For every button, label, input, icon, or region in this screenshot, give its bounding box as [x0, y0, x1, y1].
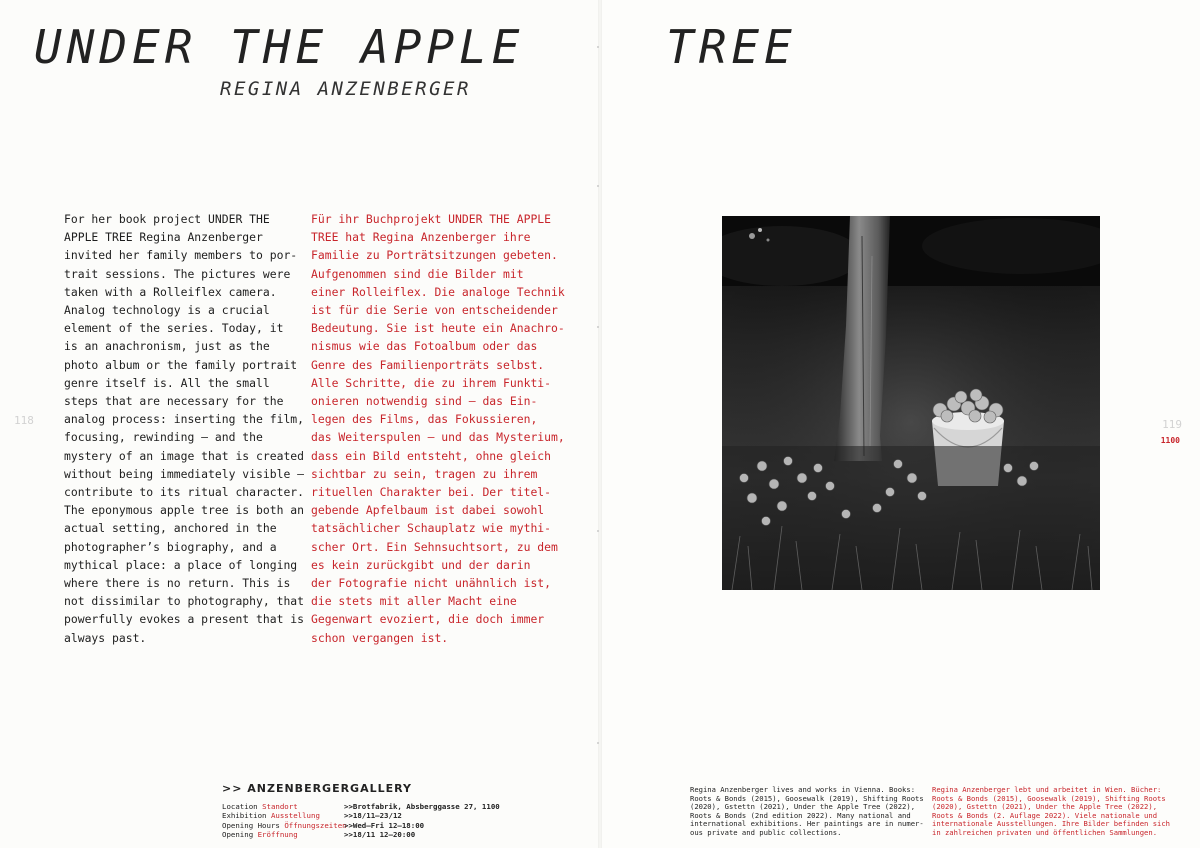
- info-label-de: Eröffnung: [257, 830, 298, 840]
- english-text-column: For her book project UNDER THE APPLE TREE Regina Anzenberger invited her family members to por- trait sessions. The pictures were taken with a Rolleiflex camera. Analog technology is a crucial element of the series. Today, it is an anachronism, just as the photo album or the family portrait genre itself is. All the small steps that are necessary for the analog process: inserting the film, focusing, rewinding – and the mystery of an image that is created without being immediately visible – contribute to its ritual character. The eponymous apple tree is both an actual setting, anchored in the photographer’s biography, and a mythical place: a place of longing where there is no return. This is not dissimilar to photography, that powerfully evokes a present that is always past.: [64, 212, 305, 645]
- page-number-right: 119: [1162, 418, 1182, 431]
- gallery-info: [222, 782, 562, 840]
- info-label-en: Exhibition: [222, 811, 267, 821]
- info-value: >>18/11–23/12: [344, 811, 402, 821]
- info-value: >>Brotfabrik, Absberggasse 27, 1100: [344, 802, 500, 811]
- gallery-info-row: [222, 802, 562, 811]
- print-speck: [597, 530, 599, 532]
- info-label-de: Ausstellung: [270, 811, 320, 821]
- artist-name: REGINA ANZENBERGER: [220, 78, 471, 100]
- info-value: >>Wed–Fri 12–18:00: [344, 820, 425, 830]
- apple-tree-photo: [722, 216, 1100, 590]
- gallery-info-row: [222, 821, 562, 830]
- info-label-de: Öffnungszeiten: [284, 820, 347, 830]
- gallery-info-row: [222, 830, 562, 839]
- gallery-info-row: [222, 811, 562, 820]
- artist-bio-english: Regina Anzenberger lives and works in Vienna. Books: Roots & Bonds (2015), Goosewalk (2019), Shifting Roots (2020), Gstettn (2021), Under the Apple Tree (2022), Roots & Bonds (2nd edition 2022). Many national and international exhibitions. Her paintings are in numer- ous private and public collections.: [690, 785, 924, 837]
- page-number-left: 118: [14, 414, 34, 427]
- spine-fold: [598, 0, 602, 848]
- print-speck: [597, 326, 599, 328]
- info-label-en: Opening: [222, 830, 254, 840]
- title-part-2: TREE: [666, 20, 797, 74]
- info-label-en: Opening Hours: [222, 820, 280, 830]
- page-number-right-red: 1100: [1160, 436, 1180, 445]
- print-speck: [597, 185, 599, 187]
- info-label-de: Standort: [262, 802, 298, 811]
- info-label-en: Location: [222, 802, 258, 811]
- artist-bio-german: Regina Anzenberger lebt und arbeitet in Wien. Bücher: Roots & Bonds (2015), Goosewalk (2019), Shifting Roots (2020), Gstettn (2021), Under the Apple Tree (2022), Roots & Bonds (2. Auflage 2022). Viele nationale und internationale Ausstellungen. Ihre Bilder befinden sich in zahlreichen privaten und öffentlichen Sammlungen.: [932, 785, 1170, 837]
- gallery-title: >> ANZENBERGERGALLERY: [222, 782, 412, 795]
- info-value: >>18/11 12–20:00: [344, 830, 416, 840]
- title-part-1: UNDER THE APPLE: [34, 20, 525, 74]
- german-text-column: Für ihr Buchprojekt UNDER THE APPLE TREE hat Regina Anzenberger ihre Familie zu Porträtsitzungen gebeten. Aufgenommen sind die Bilder mit einer Rolleiflex. Die analoge Technik ist für die Serie von entscheidender Bedeutung. Sie ist heute ein Anachro- nismus wie das Fotoalbum oder das Genre des Familienporträts selbst. Alle Schritte, die zu ihrem Funkti- onieren notwendig sind – das Ein- legen des Films, das Fokussieren, das Weiterspulen – und das Mysterium, dass ein Bild entsteht, ohne gleich sichtbar zu sein, tragen zu ihrem rituellen Charakter bei. Der titel- gebende Apfelbaum ist dabei sowohl tatsächlicher Schauplatz wie mythi- scher Ort. Ein Sehnsuchtsort, zu dem es kein zurückgibt und der darin der Fotografie nicht unähnlich ist, die stets mit aller Macht eine Gegenwart evoziert, die doch immer schon vergangen ist.: [311, 212, 565, 645]
- print-speck: [597, 46, 599, 48]
- print-speck: [597, 742, 599, 744]
